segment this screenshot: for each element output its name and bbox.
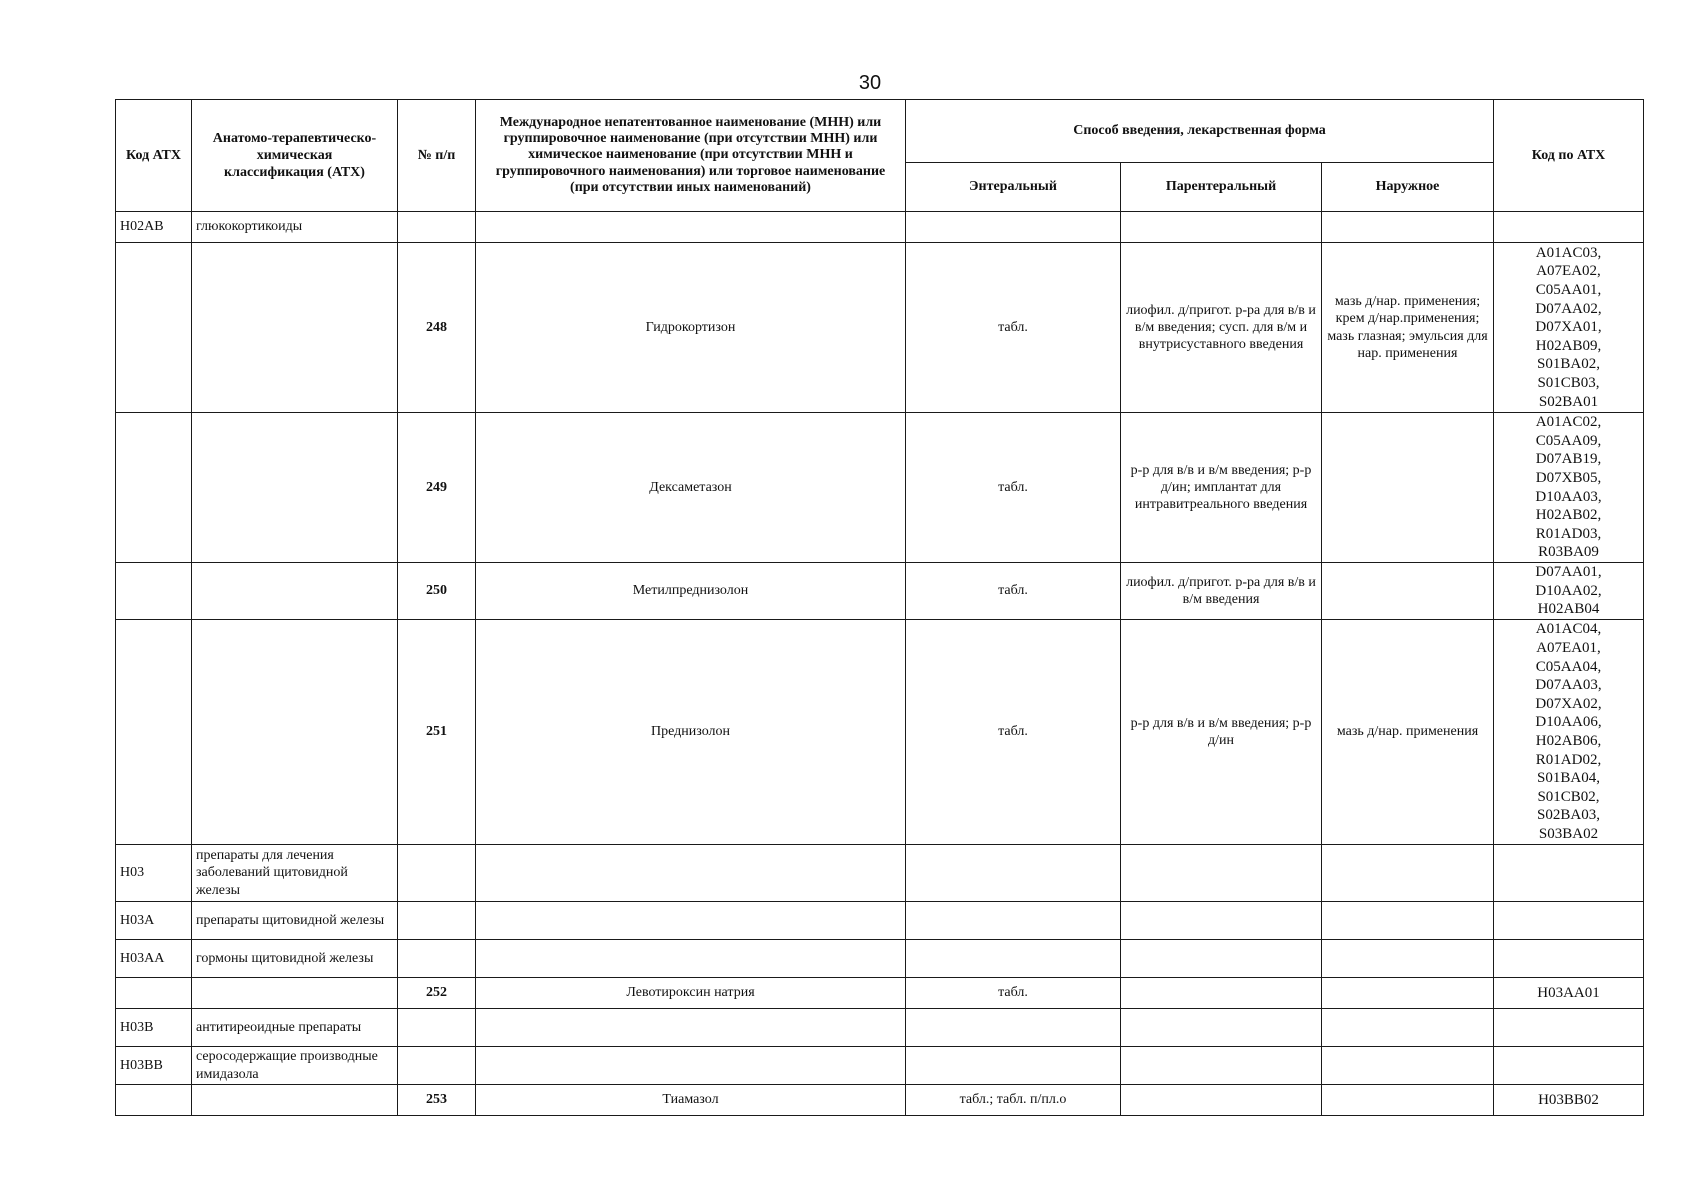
header-enteral: Энтеральный [906,163,1121,212]
atx-code: D07XB05, [1535,469,1602,486]
external-form [1322,1047,1494,1085]
enteral-form [906,1009,1121,1047]
enteral-form [906,902,1121,940]
row-number: 249 [398,413,476,563]
row-number: 248 [398,243,476,413]
external-form [1322,902,1494,940]
atx-code: D07XA02, [1535,695,1602,712]
atx-group-name [192,978,398,1009]
atx-group-name: серосодержащие производные имидазола [192,1047,398,1085]
atx-code: C05AA01, [1535,282,1602,299]
header-parenteral: Парентеральный [1121,163,1322,212]
row-number [398,940,476,978]
enteral-form: табл. [906,243,1121,413]
atx-code: A01AC04, [1535,621,1602,638]
external-form [1322,563,1494,620]
atx-codes [1494,212,1644,243]
table-row [116,940,1644,978]
enteral-form: табл. [906,620,1121,845]
atx-code: D07AA01, [1535,564,1602,581]
drug-name [476,845,906,902]
table-row [116,1085,1644,1116]
atx-code: H02AB02, [1535,507,1602,524]
atx-codes [1494,1047,1644,1085]
parenteral-form: р-р для в/в и в/м введения; р-р д/ин [1121,620,1322,845]
parenteral-form: лиофил. д/пригот. р-ра для в/в и в/м введения [1121,563,1322,620]
row-number: 252 [398,978,476,1009]
row-number [398,1047,476,1085]
row-number: 253 [398,1085,476,1116]
table-row [116,845,1644,902]
row-number [398,212,476,243]
external-form [1322,1009,1494,1047]
drug-name: Метилпреднизолон [476,563,906,620]
atx-code: A01AC02, [1535,414,1602,431]
atx-group-name: глюкокортикоиды [192,212,398,243]
atx-code: S03BA02 [1538,825,1599,842]
atx-code: S02BA03, [1537,807,1600,824]
atx-codes [1494,243,1644,413]
external-form [1322,940,1494,978]
enteral-form: табл.; табл. п/пл.о [906,1085,1121,1116]
drug-name: Тиамазол [476,1085,906,1116]
atx-group-code [116,620,192,845]
atx-group-code [116,563,192,620]
header-code-atx: Код АТХ [116,100,192,212]
atx-code: H03BB02 [1538,1091,1599,1108]
drug-table [115,99,1644,1116]
atx-group-code [116,978,192,1009]
external-form [1322,212,1494,243]
header-name: Международное непатентованное наименование (МНН) или группировочное наименование (при отсутствии МНН) или химическое наименование (при отсутствии МНН и группировочного наименования) или торговое наименование (при отсутствии иных наименований) [476,100,906,212]
row-number [398,1009,476,1047]
table-body [116,212,1644,1116]
atx-code: R01AD02, [1535,751,1602,768]
atx-group-code [116,1085,192,1116]
atx-codes [1494,902,1644,940]
parenteral-form: р-р для в/в и в/м введения; р-р д/ин; имплантат для интравитреального введения [1121,413,1322,563]
row-number: 251 [398,620,476,845]
drug-name [476,902,906,940]
table-row [116,978,1644,1009]
table-row [116,563,1644,620]
external-form: мазь д/нар. применения; крем д/нар.применения; мазь глазная; эмульсия для нар. применения [1322,243,1494,413]
atx-code: A07EA02, [1536,263,1601,280]
atx-code: D10AA03, [1535,488,1602,505]
table-row [116,212,1644,243]
atx-group-code: H03BB [116,1047,192,1085]
atx-codes [1494,1009,1644,1047]
atx-group-name [192,620,398,845]
header-num: № п/п [398,100,476,212]
atx-codes [1494,563,1644,620]
parenteral-form: лиофил. д/пригот. р-ра для в/в и в/м введения; сусп. для в/м и внутрисуставного введения [1121,243,1322,413]
atx-group-name [192,413,398,563]
atx-codes [1494,1085,1644,1116]
header-classification: Анатомо-терапевтическо-химическая классификация (АТХ) [192,100,398,212]
external-form [1322,978,1494,1009]
atx-group-code: H02AB [116,212,192,243]
atx-code: D10AA02, [1535,582,1602,599]
table-row [116,243,1644,413]
drug-name [476,1009,906,1047]
parenteral-form [1121,902,1322,940]
row-number: 250 [398,563,476,620]
atx-codes [1494,978,1644,1009]
atx-code: D07AB19, [1535,451,1602,468]
header-atx-code: Код по АТХ [1494,100,1644,212]
atx-code: D07AA02, [1535,300,1602,317]
atx-code: R03BA09 [1538,544,1599,561]
parenteral-form [1121,1047,1322,1085]
drug-name: Левотироксин натрия [476,978,906,1009]
atx-group-name [192,1085,398,1116]
atx-codes [1494,620,1644,845]
page-number: 30 [858,72,882,94]
atx-code: A01AC03, [1535,244,1602,261]
table-row [116,1047,1644,1085]
atx-code: H02AB06, [1535,733,1602,749]
atx-codes [1494,845,1644,902]
atx-code: C05AA04, [1535,658,1602,675]
enteral-form: табл. [906,563,1121,620]
atx-code: H02AB04 [1537,601,1600,618]
parenteral-form [1121,845,1322,902]
atx-code: S01CB03, [1537,374,1600,391]
atx-code: S02BA01 [1538,393,1599,410]
drug-name [476,940,906,978]
atx-group-code [116,243,192,413]
atx-code: S01BA02, [1537,356,1600,373]
drug-name: Гидрокортизон [476,243,906,413]
atx-code: D10AA06, [1535,714,1602,731]
enteral-form [906,1047,1121,1085]
atx-group-name: гормоны щитовидной железы [192,940,398,978]
atx-group-code [116,413,192,563]
atx-code: S01CB02, [1537,788,1600,805]
atx-group-code: H03B [116,1009,192,1047]
atx-group-name: антитиреоидные препараты [192,1009,398,1047]
atx-group-name: препараты для лечения заболеваний щитовидной железы [192,845,398,902]
atx-code: A07EA01, [1536,640,1601,657]
atx-group-code: H03AA [116,940,192,978]
atx-code: D07XA01, [1535,319,1602,336]
external-form [1322,845,1494,902]
enteral-form [906,212,1121,243]
atx-code: H03AA01 [1537,984,1600,1001]
atx-group-name [192,243,398,413]
enteral-form [906,940,1121,978]
table-header [116,100,1644,212]
parenteral-form [1121,940,1322,978]
header-external: Наружное [1322,163,1494,212]
atx-code: C05AA09, [1535,432,1602,449]
row-number [398,902,476,940]
drug-name [476,1047,906,1085]
parenteral-form [1121,978,1322,1009]
table-row [116,620,1644,845]
parenteral-form [1121,1009,1322,1047]
header-route-form: Способ введения, лекарственная форма [906,100,1494,163]
external-form [1322,1085,1494,1116]
parenteral-form [1121,212,1322,243]
enteral-form: табл. [906,978,1121,1009]
atx-codes [1494,413,1644,563]
table-row [116,1009,1644,1047]
table-row [116,413,1644,563]
drug-name [476,212,906,243]
drug-name: Преднизолон [476,620,906,845]
drug-name: Дексаметазон [476,413,906,563]
atx-code: H02AB09, [1535,337,1602,354]
atx-codes [1494,940,1644,978]
atx-code: D07AA03, [1535,677,1602,694]
atx-group-code: H03 [116,845,192,902]
atx-group-name [192,563,398,620]
atx-code: R01AD03, [1535,525,1602,542]
enteral-form [906,845,1121,902]
atx-group-code: H03A [116,902,192,940]
enteral-form: табл. [906,413,1121,563]
table-row [116,902,1644,940]
external-form [1322,413,1494,563]
atx-group-name: препараты щитовидной железы [192,902,398,940]
atx-code: S01BA04, [1537,770,1600,787]
parenteral-form [1121,1085,1322,1116]
external-form: мазь д/нар. применения [1322,620,1494,845]
row-number [398,845,476,902]
